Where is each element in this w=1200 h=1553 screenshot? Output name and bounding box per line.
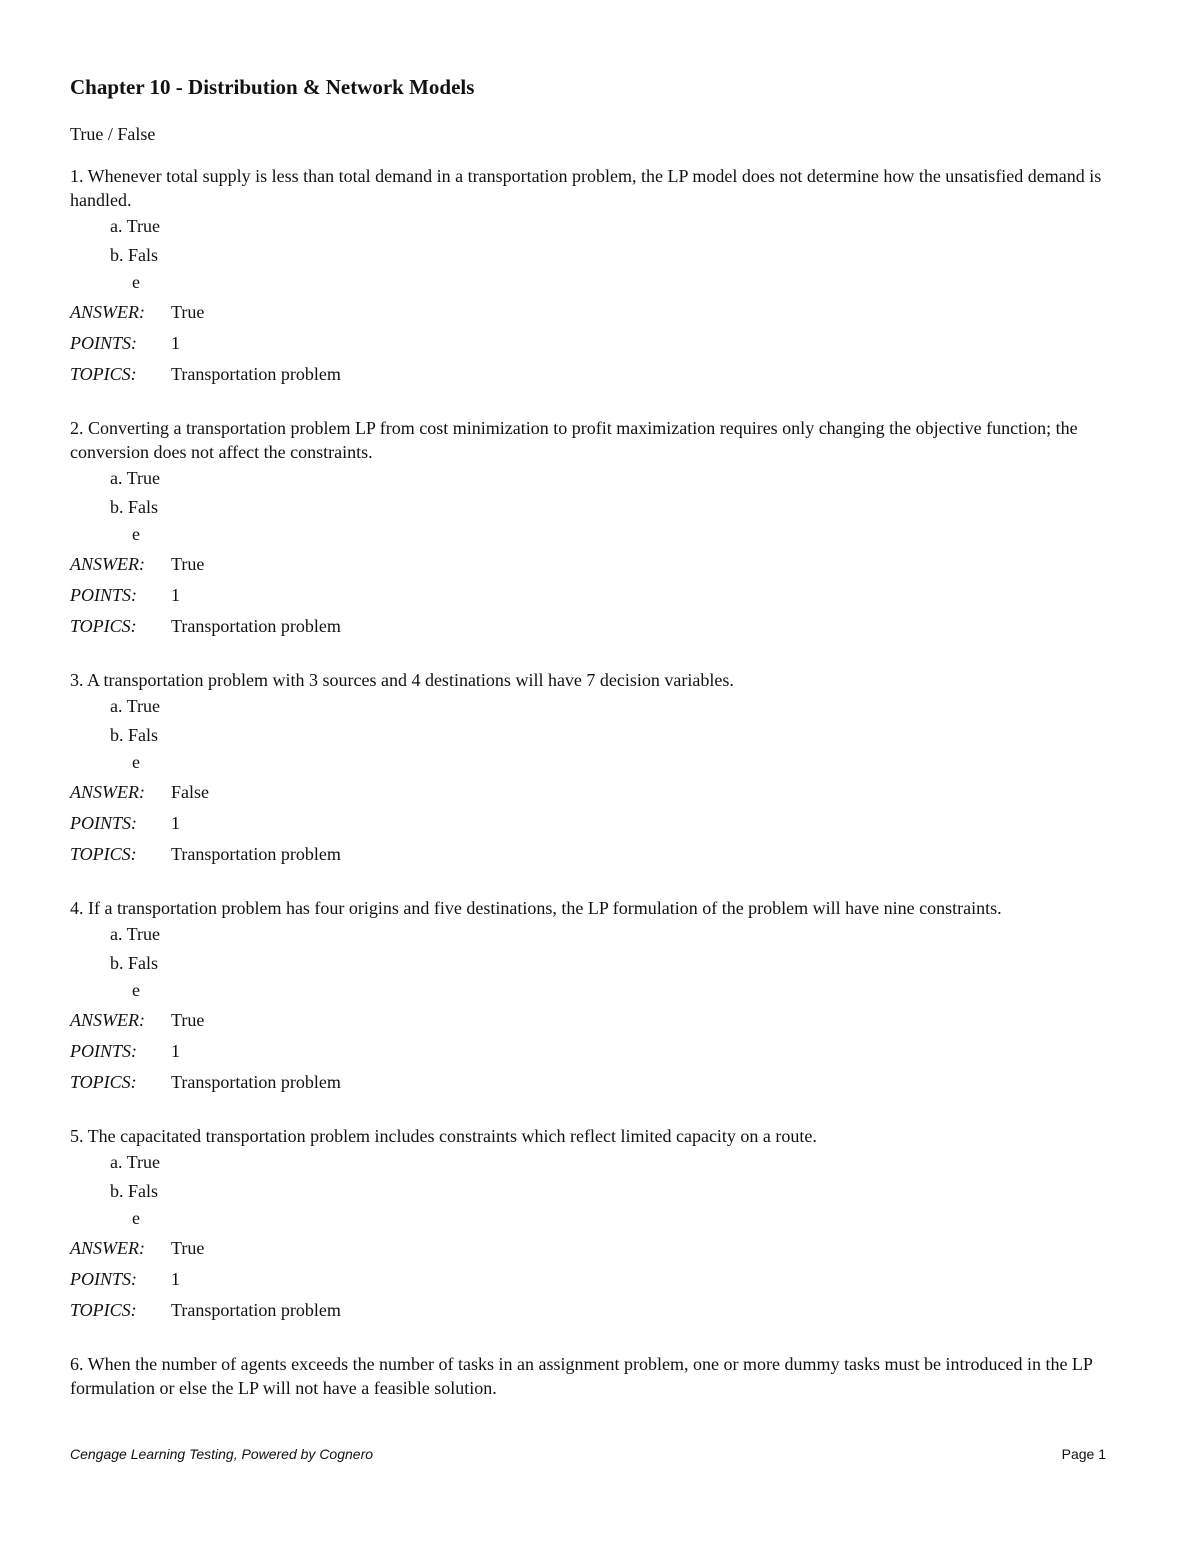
answer-label: ANSWER: [70, 782, 145, 802]
answer-value: True [171, 1010, 205, 1030]
topics-value: Transportation problem [171, 1300, 341, 1320]
topics-value: Transportation problem [171, 364, 341, 384]
topics-row [70, 839, 1130, 870]
option-b-label: b. Fals [110, 953, 159, 973]
question-text: 5. The capacitated transportation problem includes constraints which reflect limited capacity on a route. [70, 1126, 817, 1146]
answer-row [70, 1233, 1130, 1264]
topics-label: TOPICS: [70, 364, 137, 384]
topics-row [70, 359, 1130, 390]
answer-value: False [171, 782, 209, 802]
question-1 [70, 164, 1130, 390]
footer-brand: Cengage Learning Testing, Powered by Cognero [70, 1446, 374, 1462]
answer-row [70, 777, 1130, 808]
page-footer [70, 1446, 1106, 1462]
points-row [70, 580, 1130, 611]
answer-label: ANSWER: [70, 302, 145, 322]
topics-value: Transportation problem [171, 1072, 341, 1092]
answer-row [70, 1005, 1130, 1036]
option-b [70, 721, 1130, 777]
points-label: POINTS: [70, 813, 137, 833]
answer-label: ANSWER: [70, 554, 145, 574]
points-value: 1 [171, 1041, 180, 1061]
points-value: 1 [171, 333, 180, 353]
points-label: POINTS: [70, 1269, 137, 1289]
option-b [70, 241, 1130, 297]
points-value: 1 [171, 813, 180, 833]
answer-value: True [171, 554, 205, 574]
answer-value: True [171, 1238, 205, 1258]
option-b-wrap: e [132, 524, 140, 544]
question-text: 3. A transportation problem with 3 sources and 4 destinations will have 7 decision variables. [70, 670, 734, 690]
page-number: Page 1 [1061, 1446, 1106, 1462]
points-row [70, 808, 1130, 839]
option-b-label: b. Fals [110, 245, 159, 265]
points-value: 1 [171, 1269, 180, 1289]
question-text: 6. When the number of agents exceeds the number of tasks in an assignment problem, one or more dummy tasks must be introduced in the LP formulation or else the LP will not have a feasible solution. [70, 1354, 1093, 1398]
topics-row [70, 1295, 1130, 1326]
topics-label: TOPICS: [70, 616, 137, 636]
option-b-label: b. Fals [110, 497, 159, 517]
question-5 [70, 1124, 1130, 1326]
option-b-label: b. Fals [110, 725, 159, 745]
answer-row [70, 297, 1130, 328]
points-label: POINTS: [70, 1041, 137, 1061]
topics-row [70, 611, 1130, 642]
option-a: a. True [110, 216, 161, 236]
option-b [70, 493, 1130, 549]
points-row [70, 1264, 1130, 1295]
option-a: a. True [110, 924, 161, 944]
topics-value: Transportation problem [171, 616, 341, 636]
topics-row [70, 1067, 1130, 1098]
option-a: a. True [110, 468, 161, 488]
question-4 [70, 896, 1130, 1098]
section-heading: True / False [70, 124, 156, 144]
answer-label: ANSWER: [70, 1238, 145, 1258]
points-value: 1 [171, 585, 180, 605]
option-b-wrap: e [132, 980, 140, 1000]
topics-label: TOPICS: [70, 1300, 137, 1320]
question-2 [70, 416, 1130, 642]
answer-value: True [171, 302, 205, 322]
question-text: 4. If a transportation problem has four origins and five destinations, the LP formulation of the problem will have nine constraints. [70, 898, 1002, 918]
points-row [70, 328, 1130, 359]
document-page [70, 72, 1130, 1426]
question-3 [70, 668, 1130, 870]
option-a: a. True [110, 1152, 161, 1172]
option-b-label: b. Fals [110, 1181, 159, 1201]
points-label: POINTS: [70, 585, 137, 605]
option-b-wrap: e [132, 752, 140, 772]
option-b-wrap: e [132, 1208, 140, 1228]
answer-row [70, 549, 1130, 580]
topics-label: TOPICS: [70, 844, 137, 864]
chapter-title: Chapter 10 - Distribution & Network Models [70, 75, 475, 99]
option-b-wrap: e [132, 272, 140, 292]
points-label: POINTS: [70, 333, 137, 353]
points-row [70, 1036, 1130, 1067]
question-6 [70, 1352, 1130, 1400]
option-b [70, 1177, 1130, 1233]
question-text: 1. Whenever total supply is less than total demand in a transportation problem, the LP model does not determine how the unsatisfied demand is handled. [70, 166, 1102, 210]
option-b [70, 949, 1130, 1005]
question-text: 2. Converting a transportation problem LP from cost minimization to profit maximization requires only changing the objective function; the conversion does not affect the constraints. [70, 418, 1078, 462]
answer-label: ANSWER: [70, 1010, 145, 1030]
topics-value: Transportation problem [171, 844, 341, 864]
topics-label: TOPICS: [70, 1072, 137, 1092]
option-a: a. True [110, 696, 161, 716]
